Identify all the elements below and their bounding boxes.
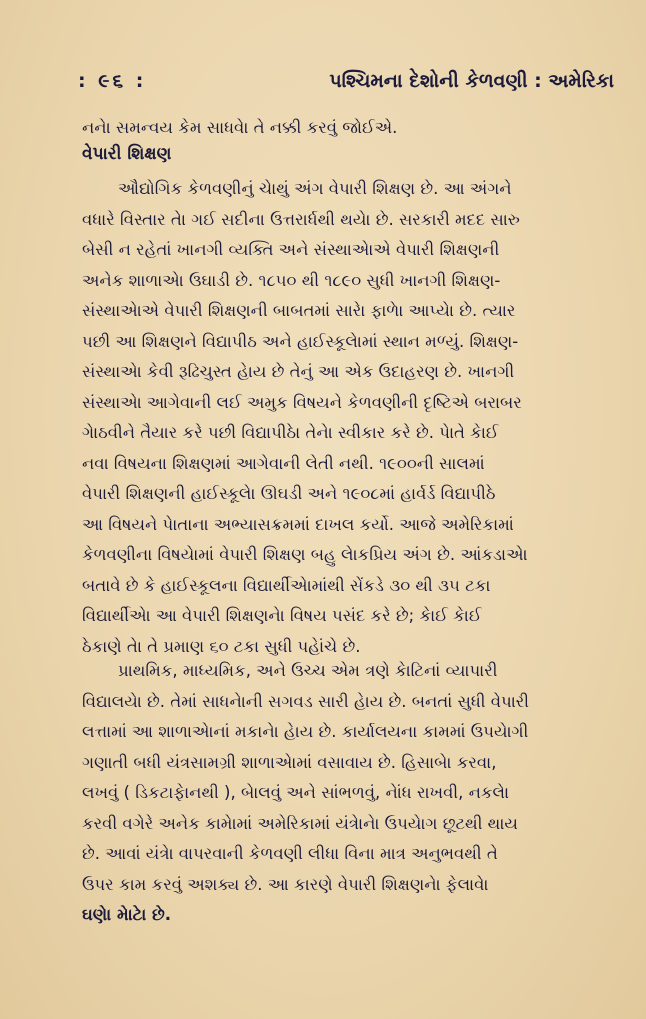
page-number: : ૯૬ : [78, 70, 147, 92]
text-line: સંસ્થાએાએ વેપારી શિક્ષણની બાબતમાં સારેા ફાળેા આપ્યેા છે. ત્યાર [82, 301, 516, 320]
text-line: સંસ્થાએા આગેવાની લઈ અમુક વિષયને કેળવણીની દૃષ્ટિએ બરાબર [82, 392, 522, 412]
text-line: પછી આ શિક્ષણને વિદ્યાપીઠ અને હાઈસ્કૂલેામાં સ્થાન મળ્યું. શિક્ષણ- [82, 331, 519, 351]
text-line: કેળવણીના વિષયેામાં વેપારી શિક્ષણ બહુ લેાકપ્રિય અંગ છે. આંકડાએા [82, 545, 528, 564]
text-line: વિદ્યાર્થીએા આ વેપારી શિક્ષણનેા વિષય પસંદ કરે છે; કેાઈ કેાઈ [82, 606, 482, 625]
text-line: આ વિષયને પેાતાના અભ્યાસક્રમમાં દાખલ કર્યો. આજે અમેરિકામાં [82, 514, 514, 534]
text-line: બતાવે છે કે હાઈસ્કૂલના વિદ્યાર્થીએામાંથી સેંકડે ૩૦ થી ૩૫ ટકા [82, 575, 491, 595]
text-line: છે. આવાં યંત્રેા વાપરવાની કેળવણી લીધા વિના માત્ર અનુભવથી તે [82, 844, 498, 863]
text-line: ગેાઠવીને તૈયાર કરે પછી વિદ્યાપીઠેા તેનેા સ્વીકાર કરે છે. પેાતે કેાઈ [82, 423, 499, 442]
page-header [78, 70, 614, 100]
text-line: ઉપર કામ કરવું અશક્ય છે. આ કારણે વેપારી શિક્ષણનેા ફેલાવેા [82, 874, 489, 894]
text-line: વેપારી શિક્ષણની હાઈસ્કૂલેા ઊઘડી અને ૧૯૦૮માં હાર્વર્ડ વિદ્યાપીઠે [82, 484, 496, 503]
text-line: અનેક શાળાએા ઉઘાડી છે. ૧૮૫૦ થી ૧૮૯૦ સુધી ખાનગી શિક્ષણ- [82, 270, 501, 290]
text-line: ગણાતી બધી યંત્રસામગ્રી શાળાએામાં વસાવાય છે. હિસાબેા કરવા, [82, 752, 497, 772]
text-line: ઔદ્યોગિક કેળવણીનું ચેાથું અંગ વેપારી શિક્ષણ છે. આ અંગને [118, 179, 512, 198]
text-line: સંસ્થાએા કેવી રૂઢિચુસ્ત હેાય છે તેનું આ એક ઉદાહરણ છે. ખાનગી [82, 362, 515, 381]
text-line: કરવી વગેરે અનેક કામેામાં અમેરિકામાં યંત્રેાનેા ઉપયેાગ છૂટથી થાય [82, 813, 518, 833]
running-title: પશ્ચિમના દેશોની કેળવણી : અમેરિકા [329, 70, 614, 92]
paragraph-2 [82, 656, 622, 931]
text-line: ઘણેા મેાટેા છે. [82, 905, 172, 924]
text-line: વધારે વિસ્તાર તેા ગઈ સદીના ઉત્તરાર્ધથી થયેા છે. સરકારી મદદ સારુ [82, 209, 520, 229]
paragraph-1 [82, 174, 622, 662]
text-line: લત્તામાં આ શાળાએાનાં મકાનેા હેાય છે. કાર્યાલયના કામમાં ઉપયેાગી [82, 722, 529, 741]
text-line: ઠેકાણે તેા તે પ્રમાણ ૬૦ ટકા સુધી પહેાંચે છે. [82, 636, 361, 656]
text-line: પ્રાથમિક, માધ્યમિક, અને ઉચ્ચ એમ ત્રણે કેાટિનાં વ્યાપારી [118, 661, 498, 680]
text-line: નવા વિષયના શિક્ષણમાં આગેવાની લેતી નથી. ૧૯૦૦ની સાલમાં [82, 453, 485, 473]
text-line: વિદ્યાલયેા છે. તેમાં સાધનેાની સગવડ સારી હેાય છે. બનતાં સુધી વેપારી [82, 691, 529, 711]
text-line: લખવું ( ડિકટાફેાનથી ), બેાલવું અને સાંભળવું, નેાંધ રાખવી, નકલેા [82, 783, 510, 802]
text-line: નનેા સમન્વય કેમ સાધવેા તે નક્કી કરવું જોઈએ. [82, 118, 398, 137]
text-line: બેસી ન રહેતાં ખાનગી વ્યક્તિ અને સંસ્થાએાએ વેપારી શિક્ષણની [82, 240, 500, 259]
section-heading: વેપારી શિક્ષણ [82, 144, 172, 164]
continuation-text [82, 113, 622, 144]
